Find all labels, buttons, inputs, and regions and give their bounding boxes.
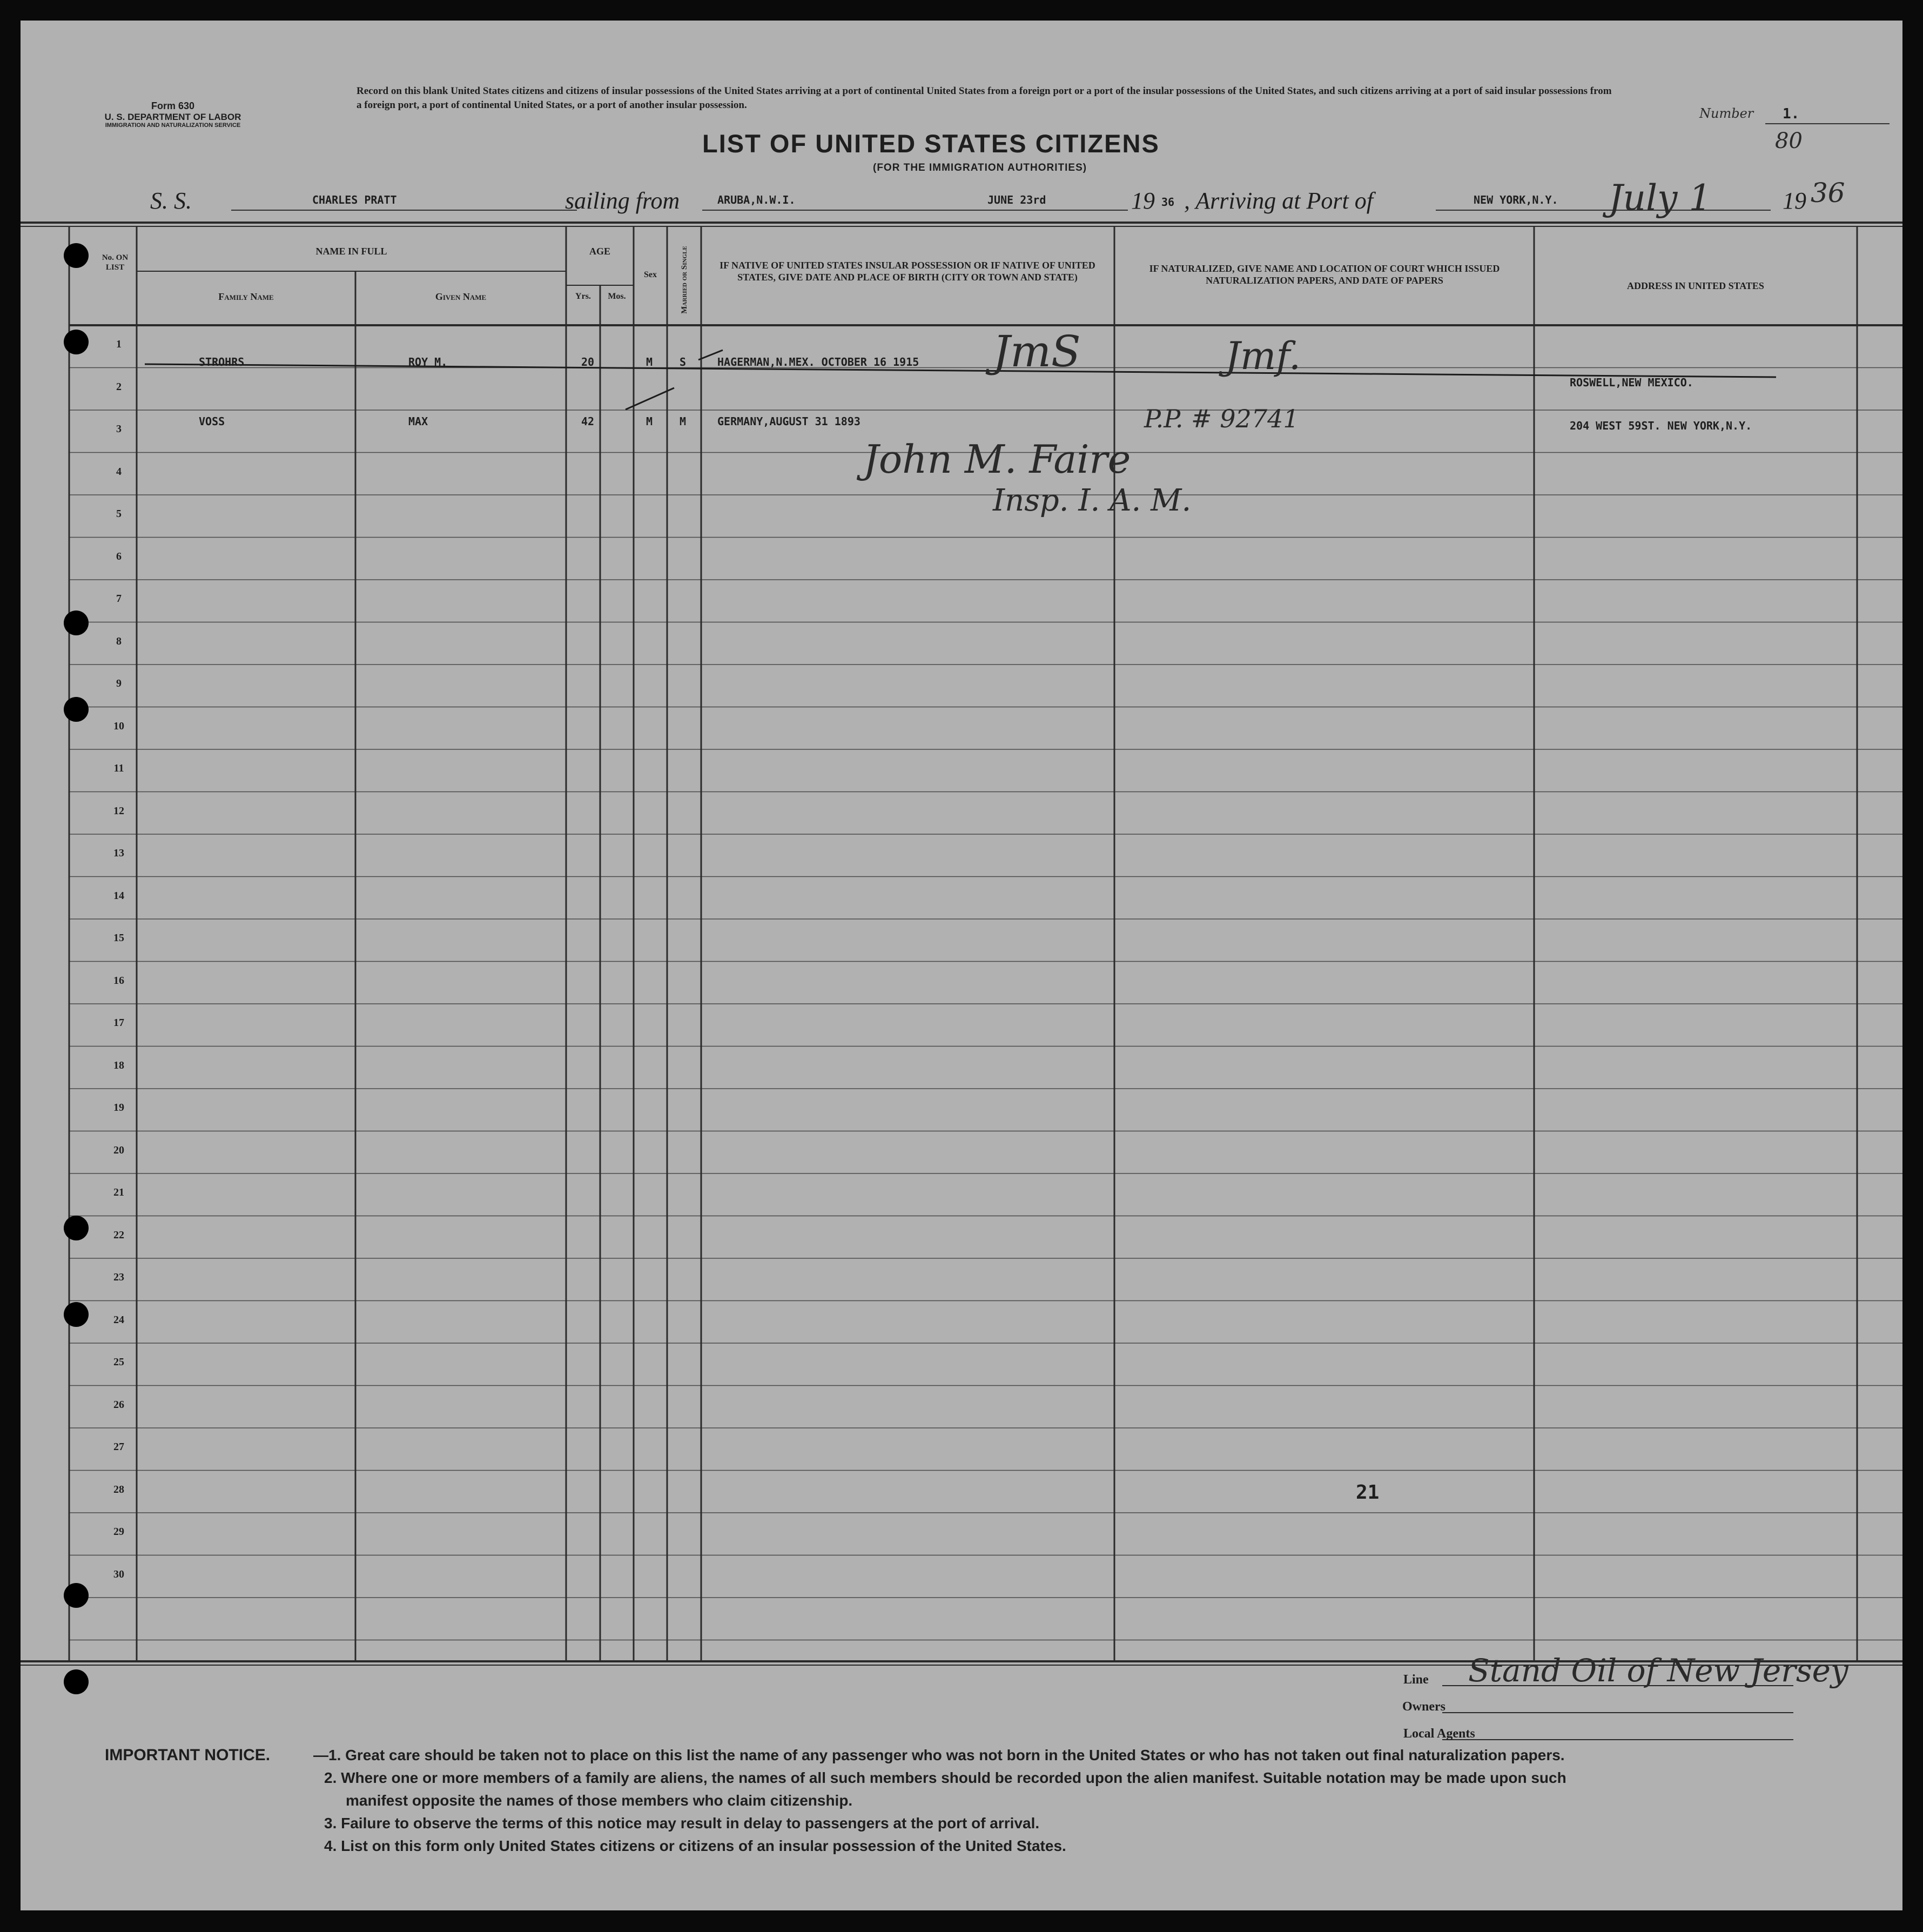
year-suffix: 36	[1161, 196, 1175, 209]
notice-item-2: 2. Where one or more members of a family are aliens, the names of all such members should be recorded upon the alien manifest. Suitable notation may be made upon such	[324, 1769, 1566, 1786]
notice-item-2-continued: manifest opposite the names of those members who claim citizenship.	[346, 1792, 853, 1809]
header-given-name: Given Name	[435, 291, 487, 302]
row-number: 19	[113, 1102, 124, 1113]
inspector-title: Insp. I. A. M.	[993, 483, 1192, 518]
record-instructions: Record on this blank United States citizens and citizens of insular possessions of the United States arriving at a port of continental United States from a foreign port or a port of the insular possessions of the United States, and such citizens arriving at a port of said insular possessions from a foreign port, a port of continental United States, or a port of another insular possession.	[357, 85, 1612, 111]
form-grid	[21, 21, 1902, 1910]
row-number: 25	[113, 1356, 124, 1368]
arrival-underline	[1436, 210, 1771, 211]
punch-hole	[64, 330, 89, 354]
row-number: 22	[113, 1229, 124, 1241]
row-number: 29	[113, 1526, 124, 1538]
row-number: 5	[116, 508, 122, 520]
row-number: 13	[113, 847, 124, 859]
number-value: 1.	[1783, 106, 1800, 122]
row-number: 9	[116, 677, 122, 689]
header-sex: Sex	[644, 270, 657, 279]
row-number: 26	[113, 1398, 124, 1411]
row-number: 11	[113, 762, 124, 774]
entry-1-family-name: STROHRS	[199, 355, 245, 368]
inspector-initials-2: Jmf.	[1225, 334, 1301, 378]
punch-hole	[64, 1583, 89, 1608]
row-number: 14	[113, 889, 124, 902]
punch-hole	[64, 1302, 89, 1327]
row-number: 18	[113, 1059, 124, 1071]
header-birth: IF NATIVE OF UNITED STATES INSULAR POSSESSION OR IF NATIVE OF UNITED STATES, GIVE DATE AND PLACE OF BIRTH (CITY OR TOWN AND STATE)	[720, 260, 1095, 283]
number-underline	[1765, 123, 1890, 124]
page-title: LIST OF UNITED STATES CITIZENS	[702, 129, 1160, 158]
punch-hole	[64, 1216, 89, 1240]
row-number: 10	[113, 720, 124, 732]
entry-1-sex: M	[646, 355, 653, 368]
arrival-date-handwritten: July 1	[1609, 177, 1712, 219]
arriving-label: , Arriving at Port of	[1184, 187, 1373, 214]
form-service: IMMIGRATION AND NATURALIZATION SERVICE	[105, 122, 241, 129]
entry-2-marital: M	[680, 415, 687, 428]
row-number: 7	[116, 593, 122, 605]
entry-2-naturalized: P.P. # 92741	[1144, 404, 1299, 433]
local-agents-label: Local Agents	[1403, 1727, 1475, 1741]
notice-item-3: 3. Failure to observe the terms of this notice may result in delay to passengers at the port of arrival.	[324, 1815, 1040, 1832]
date-underline	[983, 210, 1128, 211]
header-family-name: Family Name	[218, 291, 274, 302]
row-number: 3	[116, 423, 122, 435]
form-department: U. S. DEPARTMENT OF LABOR	[104, 111, 241, 122]
notice-item-1: —1. Great care should be taken not to place on this list the name of any passenger who was not born in the United States or who has not taken out final naturalization papers.	[313, 1747, 1565, 1763]
line-value-handwritten: Stand Oil of New Jersey	[1468, 1652, 1848, 1689]
row-number: 1	[116, 338, 122, 350]
inspector-initials-1: JmS	[993, 326, 1081, 377]
page-stamp: 21	[1356, 1481, 1380, 1504]
departure-date: JUNE 23rd	[987, 193, 1046, 206]
row-number: 6	[116, 550, 122, 562]
row-number: 24	[113, 1313, 124, 1326]
punch-hole	[64, 697, 89, 722]
row-number: 15	[113, 932, 124, 944]
arrival-port: NEW YORK,N.Y.	[1474, 193, 1558, 206]
entry-2-family-name: VOSS	[199, 415, 225, 428]
entry-1-given-name: ROY M.	[408, 355, 448, 368]
entry-1-age: 20	[581, 355, 595, 368]
form-number: Form 630	[151, 100, 195, 111]
ship-underline	[231, 210, 577, 211]
arrival-year-handwritten: 36	[1811, 177, 1845, 209]
departure-underline	[702, 210, 983, 211]
entry-1-birth: HAGERMAN,N.MEX. OCTOBER 16 1915	[717, 355, 919, 368]
row-number: 20	[113, 1144, 124, 1156]
row-number: 16	[113, 974, 124, 987]
header-name-in-full: NAME IN FULL	[315, 246, 387, 257]
header-mos: Mos.	[608, 292, 626, 301]
number-handwritten: 80	[1775, 129, 1803, 153]
punch-hole	[64, 1669, 89, 1694]
row-number: 30	[113, 1568, 124, 1580]
inspector-signature: John M. Faire	[863, 437, 1131, 482]
row-number: 27	[113, 1441, 124, 1453]
line-label: Line	[1403, 1673, 1429, 1687]
entry-2-birth: GERMANY,AUGUST 31 1893	[717, 415, 860, 428]
owners-label: Owners	[1402, 1700, 1445, 1714]
header-age: AGE	[589, 246, 610, 257]
entry-2-given-name: MAX	[408, 415, 428, 428]
row-number: 23	[113, 1271, 124, 1283]
row-number: 17	[113, 1017, 124, 1029]
ss-label: S. S.	[150, 187, 192, 214]
header-married-single: Married or Single	[680, 246, 689, 314]
entry-1-address: ROSWELL,NEW MEXICO.	[1570, 376, 1693, 389]
entry-2-age: 42	[581, 415, 595, 428]
row-number: 4	[116, 465, 122, 478]
manifest-sheet	[21, 21, 1902, 1910]
page-subtitle: (FOR THE IMMIGRATION AUTHORITIES)	[873, 162, 1087, 173]
ship-name: CHARLES PRATT	[312, 193, 397, 206]
entry-2-sex: M	[646, 415, 653, 428]
header-no-on-list: No. ON LIST	[102, 253, 129, 272]
form-identification	[70, 100, 275, 129]
entry-2-address: 204 WEST 59ST. NEW YORK,N.Y.	[1570, 419, 1752, 432]
number-label: Number	[1699, 106, 1754, 121]
entry-1-marital: S	[680, 355, 687, 368]
departure-port: ARUBA,N.W.I.	[717, 193, 796, 206]
year-prefix: 19	[1131, 187, 1155, 214]
header-yrs: Yrs.	[575, 292, 591, 301]
punch-hole	[64, 611, 89, 635]
header-address: ADDRESS IN UNITED STATES	[1627, 280, 1764, 291]
row-number: 8	[116, 635, 122, 647]
row-number: 21	[113, 1186, 124, 1198]
row-number: 12	[113, 804, 124, 817]
important-notice-heading: IMPORTANT NOTICE.	[105, 1746, 271, 1764]
row-number: 28	[113, 1483, 124, 1495]
row-number: 2	[116, 380, 122, 393]
notice-item-4: 4. List on this form only United States citizens or citizens of an insular possession of the United States.	[324, 1837, 1066, 1854]
header-naturalized: IF NATURALIZED, GIVE NAME AND LOCATION OF COURT WHICH ISSUED NATURALIZATION PAPERS, AND DATE OF PAPERS	[1149, 263, 1500, 286]
punch-hole	[64, 243, 89, 268]
sailing-label: sailing from	[565, 187, 680, 214]
arrival-year-prefix: 19	[1783, 187, 1806, 214]
